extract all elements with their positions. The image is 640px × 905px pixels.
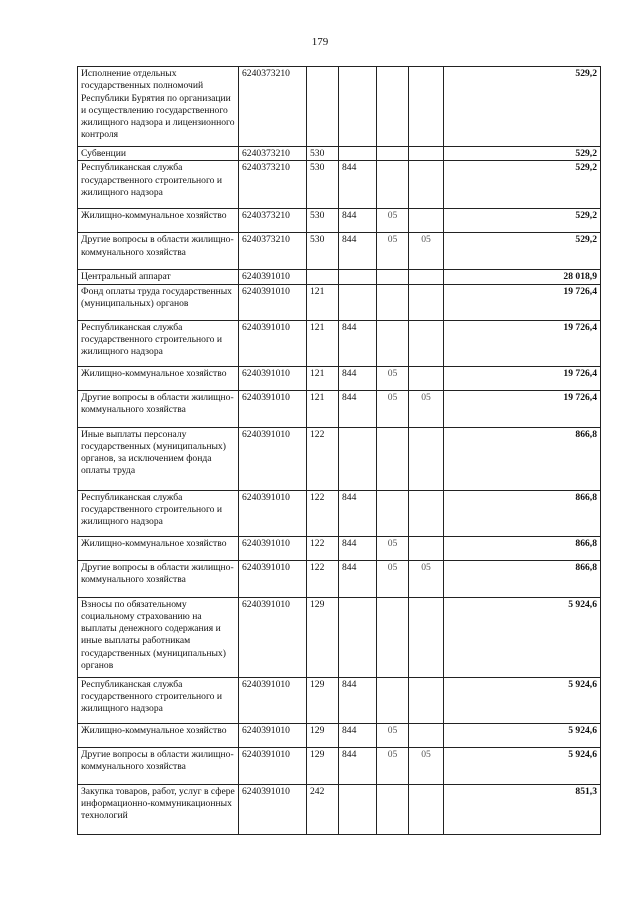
target-code-cell: 6240391010 bbox=[239, 320, 307, 366]
row-name-cell: Закупка товаров, работ, услуг в сфере информационно-коммуникационных технологий bbox=[78, 784, 239, 834]
section-cell bbox=[377, 677, 409, 723]
subsection-cell bbox=[409, 209, 444, 233]
row-name-cell: Фонд оплаты труда государственных (муниципальных) органов bbox=[78, 284, 239, 320]
expense-type-cell: 530 bbox=[307, 209, 339, 233]
subsection-cell bbox=[409, 147, 444, 161]
row-name-cell: Жилищно-коммунальное хозяйство bbox=[78, 366, 239, 390]
section-cell: 05 bbox=[377, 209, 409, 233]
target-code-cell: 6240391010 bbox=[239, 490, 307, 536]
admin-code-cell: 844 bbox=[339, 747, 377, 784]
amount-cell: 851,3 bbox=[444, 784, 601, 834]
target-code-cell: 6240391010 bbox=[239, 284, 307, 320]
section-cell: 05 bbox=[377, 233, 409, 270]
admin-code-cell bbox=[339, 270, 377, 284]
target-code-cell: 6240391010 bbox=[239, 270, 307, 284]
section-cell bbox=[377, 270, 409, 284]
expense-type-cell: 530 bbox=[307, 147, 339, 161]
admin-code-cell: 844 bbox=[339, 390, 377, 427]
subsection-cell bbox=[409, 723, 444, 747]
table-row bbox=[78, 747, 601, 784]
row-name-cell: Взносы по обязательному социальному страхованию на выплаты денежного содержания и иные выплаты работникам государственных (муниципальных) органов bbox=[78, 597, 239, 677]
expense-type-cell: 122 bbox=[307, 427, 339, 490]
admin-code-cell bbox=[339, 284, 377, 320]
admin-code-cell: 844 bbox=[339, 320, 377, 366]
amount-cell: 529,2 bbox=[444, 161, 601, 209]
row-name-cell: Республиканская служба государственного строительного и жилищного надзора bbox=[78, 490, 239, 536]
row-name-cell: Другие вопросы в области жилищно-коммунального хозяйства bbox=[78, 560, 239, 597]
admin-code-cell: 844 bbox=[339, 560, 377, 597]
admin-code-cell: 844 bbox=[339, 161, 377, 209]
subsection-cell: 05 bbox=[409, 747, 444, 784]
row-name-cell: Исполнение отдельных государственных полномочий Республики Бурятия по организации и осуществлению государственного жилищного надзора и лицензионного контроля bbox=[78, 67, 239, 147]
table-row bbox=[78, 536, 601, 560]
row-name-cell: Жилищно-коммунальное хозяйство bbox=[78, 536, 239, 560]
subsection-cell bbox=[409, 284, 444, 320]
subsection-cell bbox=[409, 677, 444, 723]
target-code-cell: 6240391010 bbox=[239, 427, 307, 490]
target-code-cell: 6240391010 bbox=[239, 390, 307, 427]
section-cell bbox=[377, 67, 409, 147]
amount-cell: 529,2 bbox=[444, 209, 601, 233]
amount-cell: 866,8 bbox=[444, 427, 601, 490]
page-number: 179 bbox=[311, 36, 329, 48]
admin-code-cell bbox=[339, 784, 377, 834]
section-cell bbox=[377, 320, 409, 366]
section-cell bbox=[377, 490, 409, 536]
subsection-cell bbox=[409, 427, 444, 490]
expense-type-cell: 129 bbox=[307, 677, 339, 723]
amount-cell: 529,2 bbox=[444, 233, 601, 270]
subsection-cell bbox=[409, 67, 444, 147]
amount-cell: 866,8 bbox=[444, 490, 601, 536]
section-cell bbox=[377, 784, 409, 834]
row-name-cell: Другие вопросы в области жилищно-коммунального хозяйства bbox=[78, 390, 239, 427]
table-row bbox=[78, 161, 601, 209]
budget-table-body bbox=[78, 67, 601, 835]
expense-type-cell: 122 bbox=[307, 490, 339, 536]
row-name-cell: Субвенции bbox=[78, 147, 239, 161]
amount-cell: 5 924,6 bbox=[444, 597, 601, 677]
expense-type-cell bbox=[307, 270, 339, 284]
expense-type-cell: 530 bbox=[307, 233, 339, 270]
row-name-cell: Иные выплаты персоналу государственных (муниципальных) органов, за исключением фонда оплаты труда bbox=[78, 427, 239, 490]
expense-type-cell: 242 bbox=[307, 784, 339, 834]
expense-type-cell: 129 bbox=[307, 723, 339, 747]
table-row bbox=[78, 677, 601, 723]
section-cell bbox=[377, 427, 409, 490]
expense-type-cell: 121 bbox=[307, 366, 339, 390]
subsection-cell bbox=[409, 597, 444, 677]
target-code-cell: 6240391010 bbox=[239, 560, 307, 597]
admin-code-cell: 844 bbox=[339, 233, 377, 270]
section-cell: 05 bbox=[377, 390, 409, 427]
target-code-cell: 6240373210 bbox=[239, 161, 307, 209]
table-row bbox=[78, 147, 601, 161]
admin-code-cell: 844 bbox=[339, 536, 377, 560]
admin-code-cell: 844 bbox=[339, 723, 377, 747]
subsection-cell bbox=[409, 320, 444, 366]
subsection-cell: 05 bbox=[409, 560, 444, 597]
subsection-cell bbox=[409, 161, 444, 209]
amount-cell: 28 018,9 bbox=[444, 270, 601, 284]
section-cell: 05 bbox=[377, 723, 409, 747]
row-name-cell: Другие вопросы в области жилищно-коммунального хозяйства bbox=[78, 747, 239, 784]
row-name-cell: Республиканская служба государственного строительного и жилищного надзора bbox=[78, 161, 239, 209]
amount-cell: 5 924,6 bbox=[444, 747, 601, 784]
table-row bbox=[78, 597, 601, 677]
table-row bbox=[78, 366, 601, 390]
amount-cell: 5 924,6 bbox=[444, 677, 601, 723]
target-code-cell: 6240391010 bbox=[239, 747, 307, 784]
subsection-cell: 05 bbox=[409, 390, 444, 427]
subsection-cell bbox=[409, 490, 444, 536]
section-cell: 05 bbox=[377, 536, 409, 560]
admin-code-cell bbox=[339, 597, 377, 677]
table-row bbox=[78, 67, 601, 147]
expense-type-cell: 530 bbox=[307, 161, 339, 209]
target-code-cell: 6240391010 bbox=[239, 366, 307, 390]
row-name-cell: Республиканская служба государственного строительного и жилищного надзора bbox=[78, 677, 239, 723]
table-row bbox=[78, 723, 601, 747]
target-code-cell: 6240373210 bbox=[239, 233, 307, 270]
target-code-cell: 6240373210 bbox=[239, 147, 307, 161]
admin-code-cell bbox=[339, 147, 377, 161]
amount-cell: 866,8 bbox=[444, 560, 601, 597]
table-row bbox=[78, 784, 601, 834]
subsection-cell bbox=[409, 366, 444, 390]
expense-type-cell: 129 bbox=[307, 747, 339, 784]
section-cell: 05 bbox=[377, 560, 409, 597]
table-row bbox=[78, 209, 601, 233]
section-cell bbox=[377, 597, 409, 677]
subsection-cell bbox=[409, 270, 444, 284]
subsection-cell bbox=[409, 536, 444, 560]
table-row bbox=[78, 427, 601, 490]
amount-cell: 19 726,4 bbox=[444, 390, 601, 427]
amount-cell: 19 726,4 bbox=[444, 284, 601, 320]
section-cell bbox=[377, 161, 409, 209]
target-code-cell: 6240373210 bbox=[239, 67, 307, 147]
section-cell bbox=[377, 284, 409, 320]
expense-type-cell bbox=[307, 67, 339, 147]
target-code-cell: 6240391010 bbox=[239, 723, 307, 747]
amount-cell: 529,2 bbox=[444, 67, 601, 147]
target-code-cell: 6240373210 bbox=[239, 209, 307, 233]
admin-code-cell bbox=[339, 427, 377, 490]
target-code-cell: 6240391010 bbox=[239, 536, 307, 560]
admin-code-cell: 844 bbox=[339, 366, 377, 390]
table-row bbox=[78, 320, 601, 366]
amount-cell: 19 726,4 bbox=[444, 320, 601, 366]
table-row bbox=[78, 390, 601, 427]
admin-code-cell: 844 bbox=[339, 677, 377, 723]
admin-code-cell: 844 bbox=[339, 209, 377, 233]
expense-type-cell: 121 bbox=[307, 390, 339, 427]
amount-cell: 5 924,6 bbox=[444, 723, 601, 747]
amount-cell: 866,8 bbox=[444, 536, 601, 560]
expense-type-cell: 129 bbox=[307, 597, 339, 677]
amount-cell: 19 726,4 bbox=[444, 366, 601, 390]
target-code-cell: 6240391010 bbox=[239, 597, 307, 677]
table-row bbox=[78, 490, 601, 536]
row-name-cell: Центральный аппарат bbox=[78, 270, 239, 284]
admin-code-cell bbox=[339, 67, 377, 147]
row-name-cell: Другие вопросы в области жилищно-коммунального хозяйства bbox=[78, 233, 239, 270]
expense-type-cell: 122 bbox=[307, 536, 339, 560]
expense-type-cell: 121 bbox=[307, 284, 339, 320]
row-name-cell: Жилищно-коммунальное хозяйство bbox=[78, 723, 239, 747]
budget-table bbox=[77, 66, 601, 835]
row-name-cell: Жилищно-коммунальное хозяйство bbox=[78, 209, 239, 233]
target-code-cell: 6240391010 bbox=[239, 677, 307, 723]
table-row bbox=[78, 284, 601, 320]
expense-type-cell: 121 bbox=[307, 320, 339, 366]
target-code-cell: 6240391010 bbox=[239, 784, 307, 834]
table-row bbox=[78, 560, 601, 597]
section-cell: 05 bbox=[377, 366, 409, 390]
admin-code-cell: 844 bbox=[339, 490, 377, 536]
subsection-cell bbox=[409, 784, 444, 834]
subsection-cell: 05 bbox=[409, 233, 444, 270]
table-row bbox=[78, 233, 601, 270]
section-cell: 05 bbox=[377, 747, 409, 784]
amount-cell: 529,2 bbox=[444, 147, 601, 161]
row-name-cell: Республиканская служба государственного строительного и жилищного надзора bbox=[78, 320, 239, 366]
section-cell bbox=[377, 147, 409, 161]
table-row bbox=[78, 270, 601, 284]
expense-type-cell: 122 bbox=[307, 560, 339, 597]
